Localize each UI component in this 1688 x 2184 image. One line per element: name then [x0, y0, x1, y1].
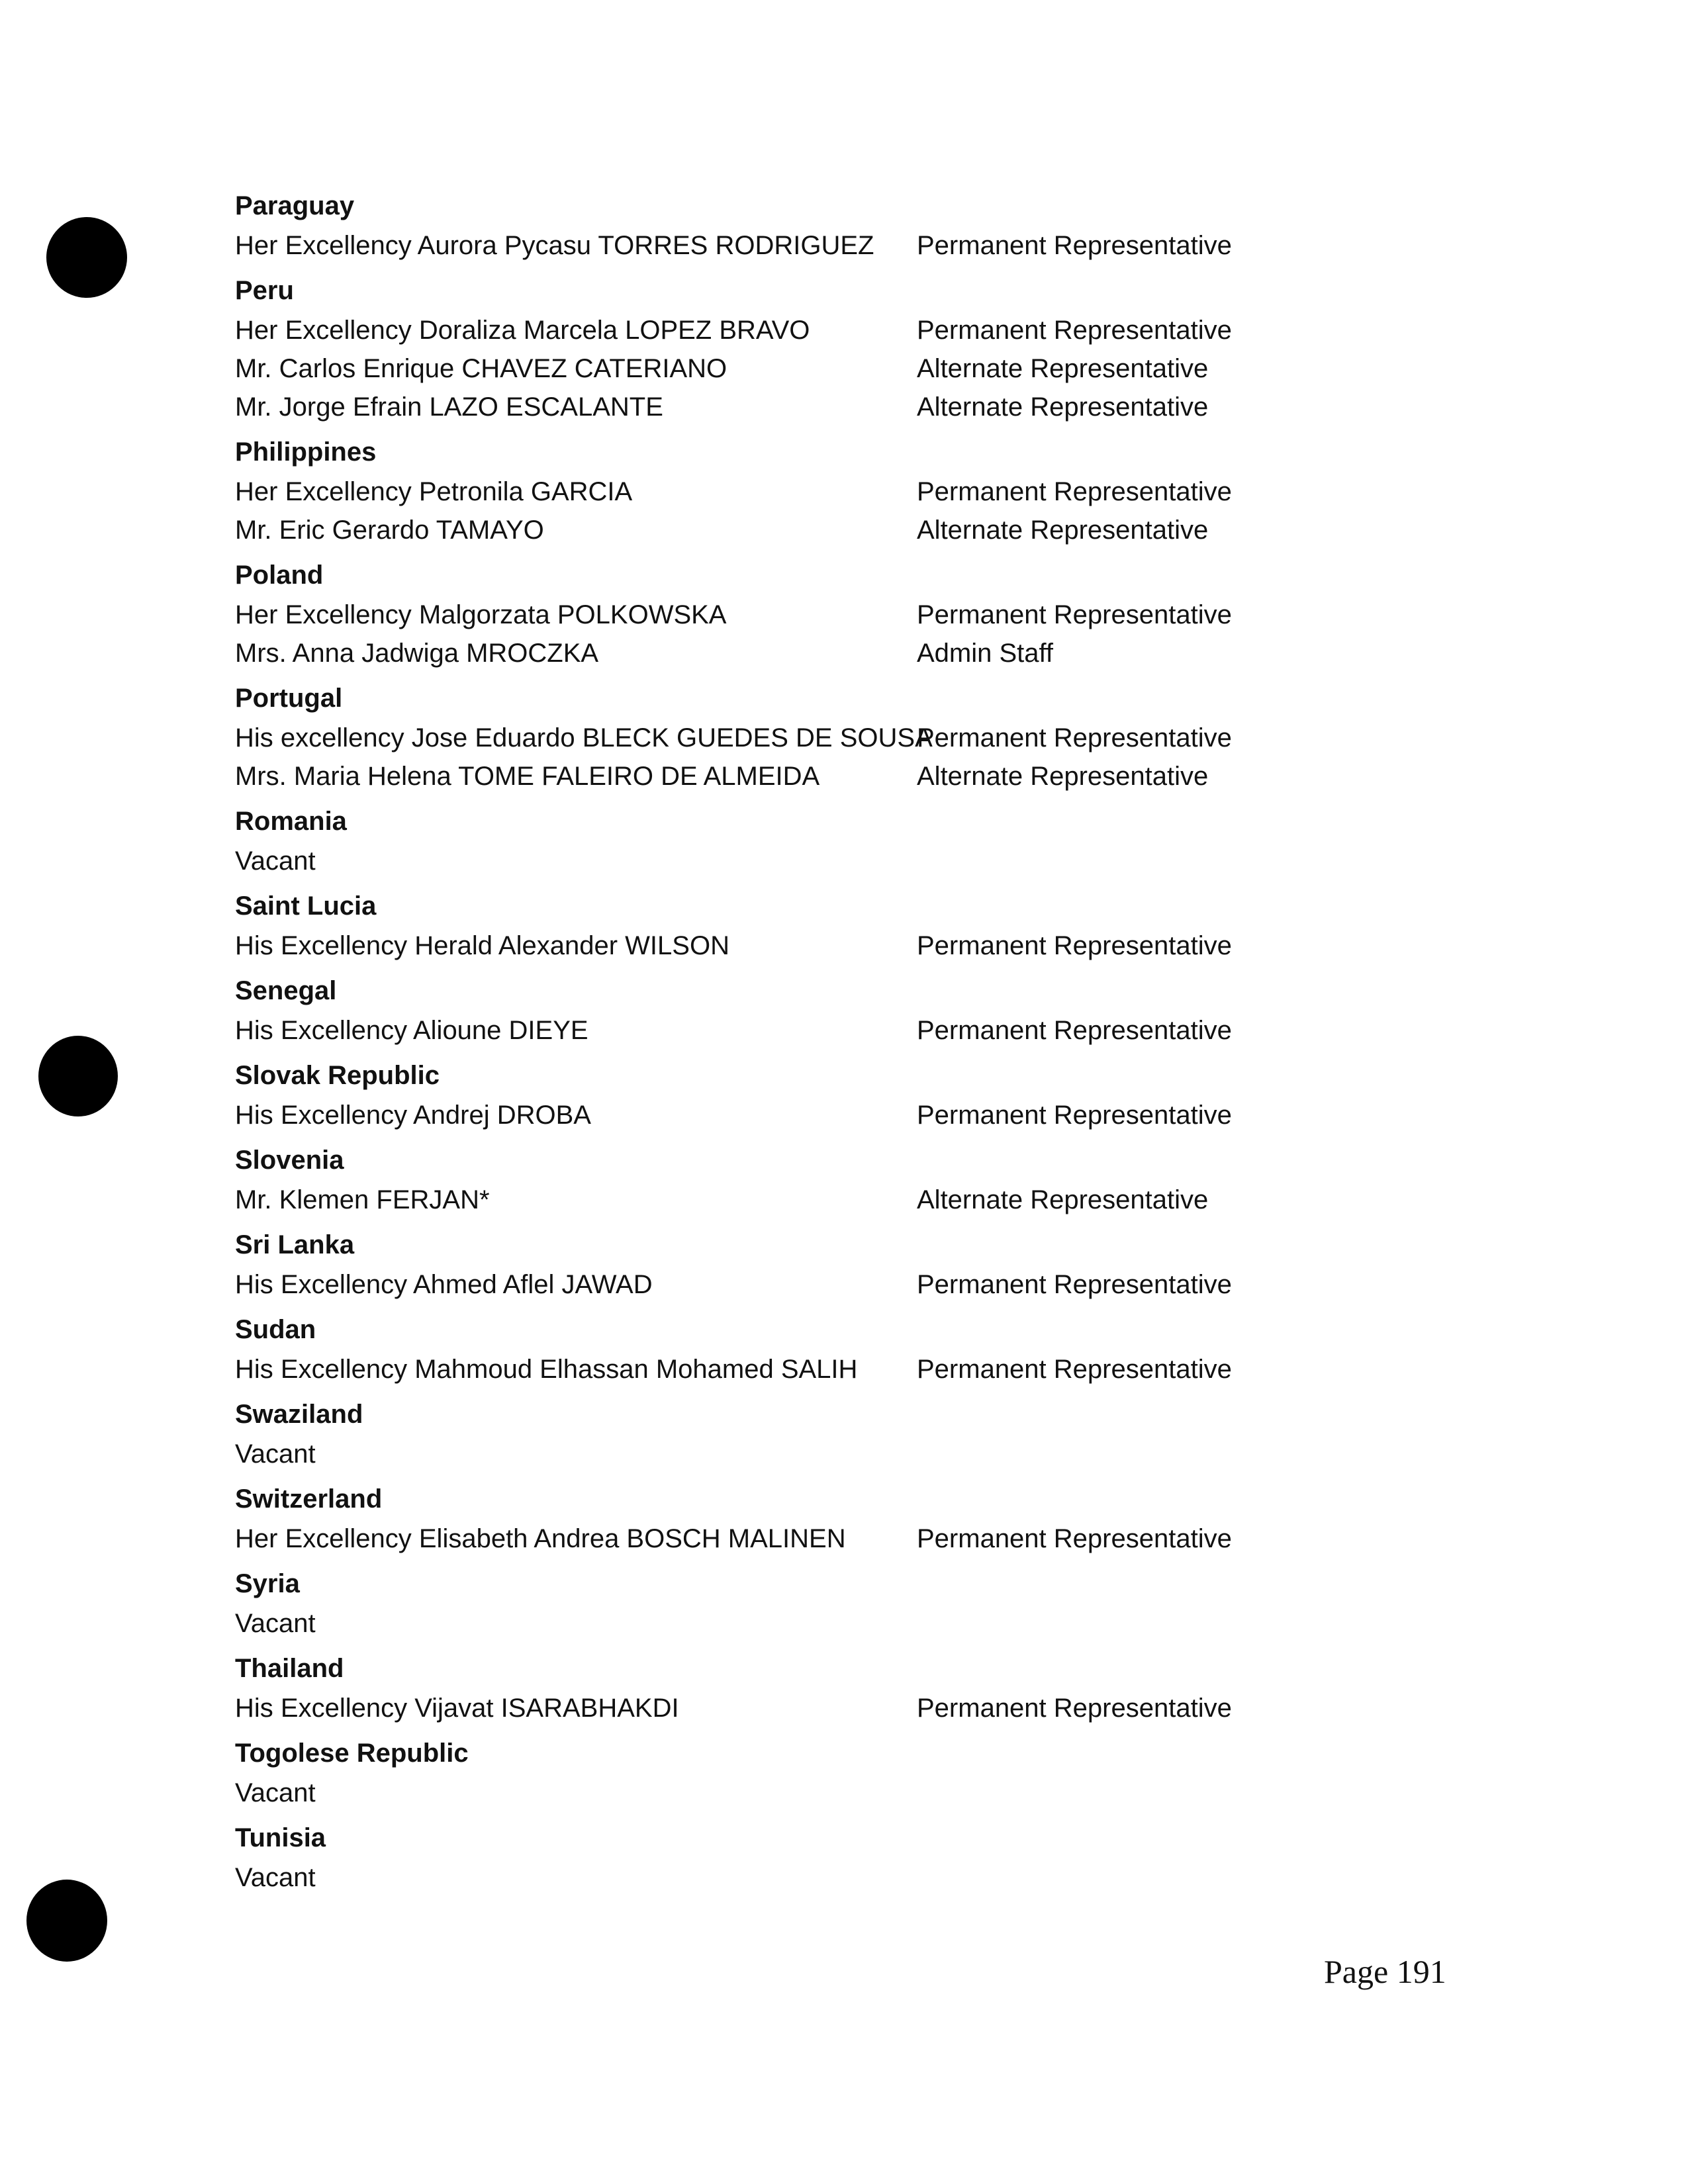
country-heading: Thailand — [235, 1654, 344, 1683]
country-heading: Slovak Republic — [235, 1061, 440, 1090]
country-block — [235, 270, 1493, 432]
country-heading: Switzerland — [235, 1484, 383, 1514]
representative-row — [235, 1265, 1493, 1304]
country-block — [235, 185, 1493, 270]
representative-name: His Excellency Andrej DROBA — [235, 1101, 591, 1130]
country-block — [235, 1309, 1493, 1394]
representative-row — [235, 842, 1493, 880]
representative-row — [235, 1604, 1493, 1643]
representative-role: Permanent Representative — [917, 1270, 1232, 1299]
country-heading: Togolese Republic — [235, 1739, 469, 1768]
country-block — [235, 970, 1493, 1055]
country-block — [235, 1733, 1493, 1817]
country-heading: Tunisia — [235, 1823, 326, 1852]
representative-role: Permanent Representative — [917, 1524, 1232, 1553]
country-heading: Saint Lucia — [235, 891, 377, 921]
punch-hole-top — [46, 217, 127, 298]
country-block — [235, 1055, 1493, 1140]
country-block — [235, 1479, 1493, 1563]
country-block — [235, 886, 1493, 970]
country-block — [235, 1563, 1493, 1648]
representative-name: Vacant — [235, 1439, 316, 1469]
punch-hole-bottom — [26, 1880, 107, 1962]
representative-row — [235, 349, 1493, 388]
representative-role: Alternate Representative — [917, 392, 1209, 422]
representative-row — [235, 927, 1493, 965]
representative-name: His excellency Jose Eduardo BLECK GUEDES DE SOUSA — [235, 723, 933, 752]
representative-role: Permanent Representative — [917, 1101, 1232, 1130]
representative-row — [235, 634, 1493, 672]
country-heading: Philippines — [235, 437, 377, 467]
country-block — [235, 801, 1493, 886]
representative-name: Vacant — [235, 1609, 316, 1638]
country-block — [235, 1140, 1493, 1224]
representative-name: Mr. Jorge Efrain LAZO ESCALANTE — [235, 392, 663, 422]
representative-role: Alternate Representative — [917, 516, 1209, 545]
country-heading: Swaziland — [235, 1400, 363, 1429]
representative-row — [235, 311, 1493, 349]
representative-row — [235, 757, 1493, 796]
country-heading: Slovenia — [235, 1146, 344, 1175]
representative-role: Permanent Representative — [917, 1694, 1232, 1723]
representative-role: Permanent Representative — [917, 477, 1232, 506]
representative-name: Her Excellency Aurora Pycasu TORRES RODRIGUEZ — [235, 231, 874, 260]
representative-name: Vacant — [235, 1778, 316, 1807]
country-block — [235, 1394, 1493, 1479]
representative-role: Alternate Representative — [917, 354, 1209, 383]
representative-name: Her Excellency Elisabeth Andrea BOSCH MALINEN — [235, 1524, 846, 1553]
country-heading: Paraguay — [235, 191, 355, 220]
representative-role: Admin Staff — [917, 639, 1054, 668]
representative-row — [235, 1520, 1493, 1558]
country-heading: Portugal — [235, 684, 343, 713]
representative-name: His Excellency Ahmed Aflel JAWAD — [235, 1270, 653, 1299]
representative-row — [235, 1689, 1493, 1727]
country-heading: Sri Lanka — [235, 1230, 355, 1259]
representative-name: Her Excellency Doraliza Marcela LOPEZ BRAVO — [235, 316, 810, 345]
representative-name: Her Excellency Malgorzata POLKOWSKA — [235, 600, 727, 629]
representative-row — [235, 473, 1493, 511]
country-heading: Sudan — [235, 1315, 316, 1344]
representative-role: Permanent Representative — [917, 1016, 1232, 1045]
country-heading: Syria — [235, 1569, 300, 1598]
representative-row — [235, 1350, 1493, 1388]
representative-row — [235, 1181, 1493, 1219]
representative-name: His Excellency Herald Alexander WILSON — [235, 931, 729, 960]
page-number: Page 191 — [1324, 1953, 1446, 1990]
representative-row — [235, 1774, 1493, 1812]
representative-role: Alternate Representative — [917, 762, 1209, 791]
representative-name: His Excellency Mahmoud Elhassan Mohamed SALIH — [235, 1355, 858, 1384]
representative-row — [235, 596, 1493, 634]
representative-row — [235, 511, 1493, 549]
representative-name: Mr. Carlos Enrique CHAVEZ CATERIANO — [235, 354, 727, 383]
country-heading: Peru — [235, 276, 294, 305]
country-block — [235, 1817, 1493, 1902]
representative-name: Mr. Eric Gerardo TAMAYO — [235, 516, 544, 545]
country-heading: Senegal — [235, 976, 337, 1005]
representative-name: His Excellency Vijavat ISARABHAKDI — [235, 1694, 679, 1723]
representative-role: Permanent Representative — [917, 931, 1232, 960]
country-heading: Poland — [235, 561, 324, 590]
representative-row — [235, 1096, 1493, 1134]
representative-role: Permanent Representative — [917, 316, 1232, 345]
representative-name: Mrs. Anna Jadwiga MROCZKA — [235, 639, 599, 668]
representative-role: Alternate Representative — [917, 1185, 1209, 1214]
country-block — [235, 1224, 1493, 1309]
representative-row — [235, 1858, 1493, 1897]
representative-row — [235, 719, 1493, 757]
punch-hole-middle — [38, 1036, 118, 1116]
representative-name: Mrs. Maria Helena TOME FALEIRO DE ALMEIDA — [235, 762, 820, 791]
country-block — [235, 1648, 1493, 1733]
representative-name: Vacant — [235, 846, 316, 876]
representative-roster — [235, 185, 1493, 1902]
representative-row — [235, 226, 1493, 265]
representative-name: Her Excellency Petronila GARCIA — [235, 477, 633, 506]
representative-row — [235, 1435, 1493, 1473]
country-block — [235, 432, 1493, 555]
representative-role: Permanent Representative — [917, 231, 1232, 260]
country-block — [235, 678, 1493, 801]
representative-name: His Excellency Alioune DIEYE — [235, 1016, 588, 1045]
country-block — [235, 555, 1493, 678]
representative-name: Mr. Klemen FERJAN* — [235, 1185, 490, 1214]
country-heading: Romania — [235, 807, 347, 836]
representative-role: Permanent Representative — [917, 1355, 1232, 1384]
representative-role: Permanent Representative — [917, 723, 1232, 752]
representative-row — [235, 1011, 1493, 1050]
representative-role: Permanent Representative — [917, 600, 1232, 629]
representative-row — [235, 388, 1493, 426]
representative-name: Vacant — [235, 1863, 316, 1892]
